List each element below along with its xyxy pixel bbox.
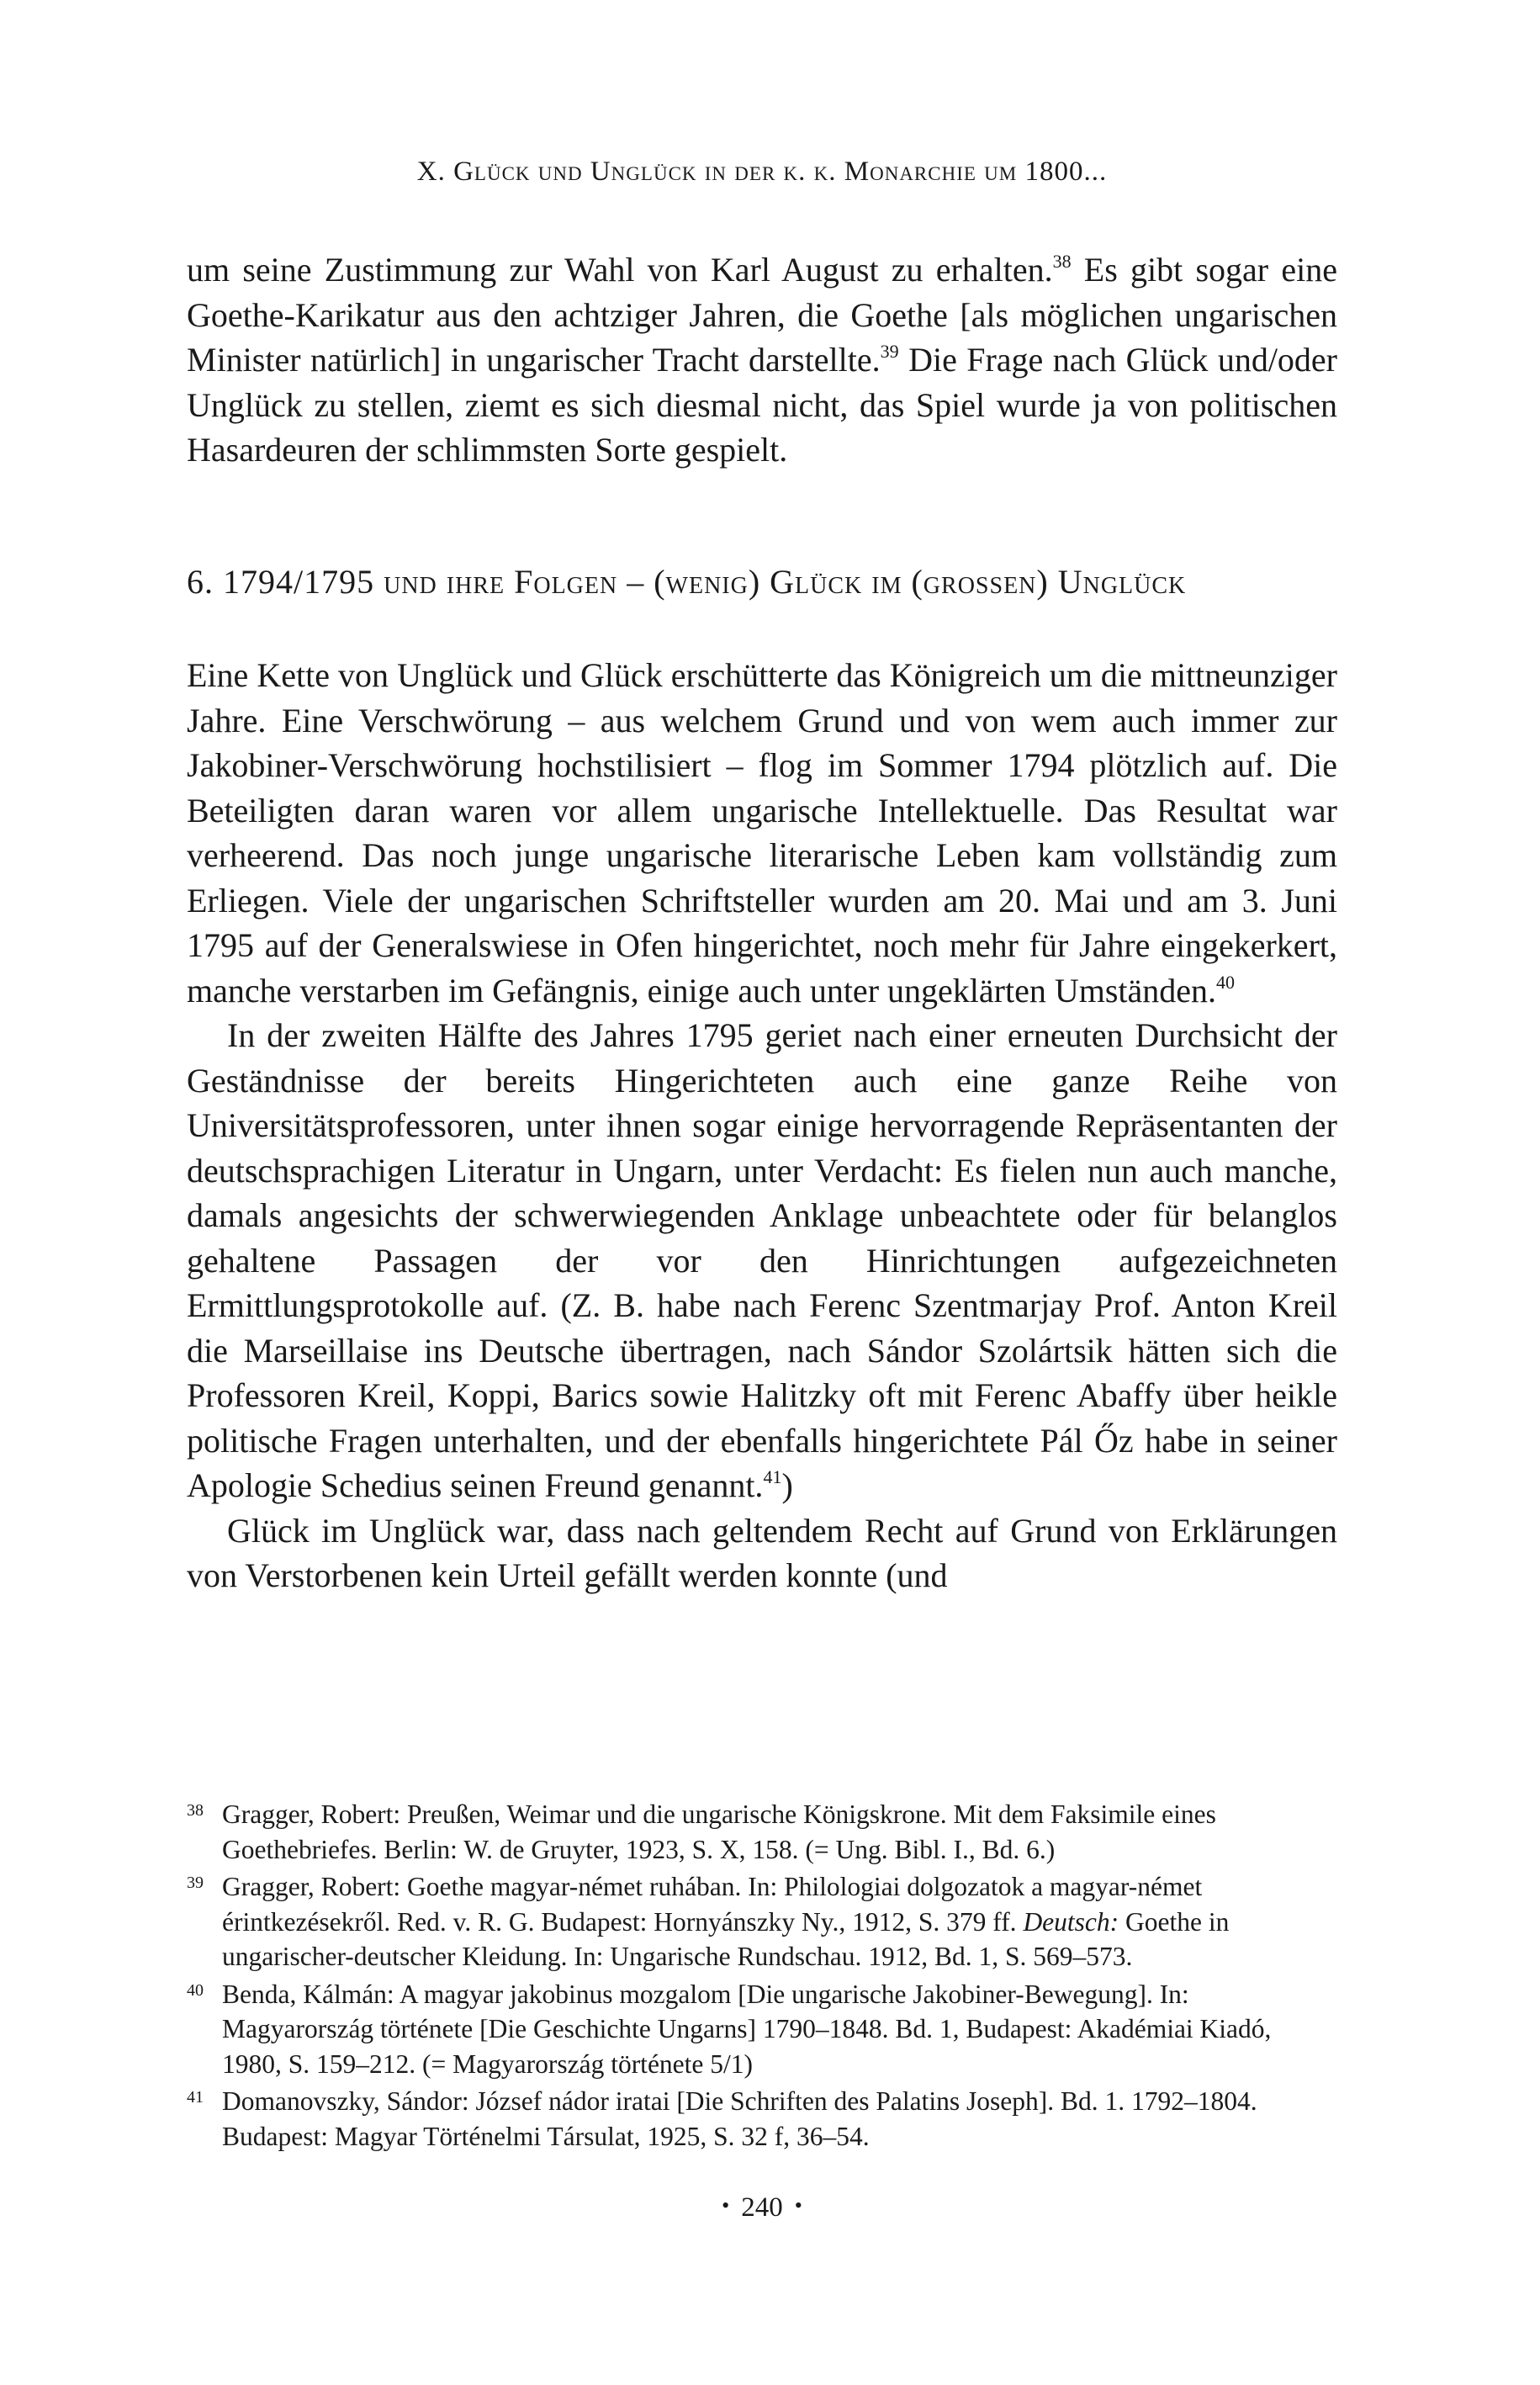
paragraph-text: In der zweiten Hälfte des Jahres 1795 geriet nach einer erneuten Durchsicht der Geständnisse der bereits Hingerichteten auch eine ganze Reihe von Universitätsprofessoren, unter ihnen sogar einige hervorragende Repräsentanten der deutschsprachigen Literatur in Ungarn, unter Verdacht: Es fielen nun auch manche, damals angesichts der schwerwiegenden Anklage unbeachtete oder für belanglos gehaltene Passagen der vor den Hinrichtungen aufgezeichneten Ermittlungsprotokolle auf. (Z. B. habe nach Ferenc Szentmarjay Prof. Anton Kreil die Marseillaise ins Deutsche übertragen, nach Sándor Szolártsik hätten sich die Professoren Kreil, Koppi, Barics sowie Halitzky oft mit Ferenc Abaffy über heikle politische Fragen unterhalten, und der ebenfalls hingerichtete Pál Őz habe in seiner Apologie Schedius seinen Freund genannt. xyxy=(187,1016,1337,1504)
paragraph-text: Es gibt sogar eine Goethe-Karikatur aus den achtziger Jahren, die Goethe [als möglichen ungarischen Minister natürlich] in ungarischer Tracht darstellte. xyxy=(187,251,1337,379)
bullet-icon: • xyxy=(722,2193,730,2218)
footnote xyxy=(187,2084,1337,2154)
paragraph-text: Eine Kette von Unglück und Glück erschütterte das Königreich um die mittneunziger Jahre. Eine Verschwörung – aus welchem Grund und von wem auch immer zur Jakobiner-Verschwörung hochstilisiert – flog im Sommer 1794 plötzlich auf. Die Beteiligten daran waren vor allem ungarische Intellektuelle. Das Resultat war verheerend. Das noch junge ungarische literarische Leben kam vollständig zum Erliegen. Viele der ungarischen Schriftsteller wurden am 20. Mai und am 3. Juni 1795 auf der Generalswiese in Ofen hingerichtet, noch mehr für Jahre eingekerkert, manche verstarben im Gefängnis, einige auch unter ungeklärten Umständen. xyxy=(187,656,1337,1010)
running-head: X. Glück und Unglück in der k. k. Monarchie um 1800... xyxy=(416,156,1108,187)
paragraph xyxy=(187,653,1337,1013)
page-number-value: 240 xyxy=(741,2192,783,2223)
footnote-text: Domanovszky, Sándor: József nádor iratai [Die Schriften des Palatins Joseph]. Bd. 1. 1792–1804. Budapest: Magyar Történelmi Társulat, 1925, S. 32 f, 36–54. xyxy=(222,2086,1257,2151)
footnote-text: Gragger, Robert: Preußen, Weimar und die ungarische Königskrone. Mit dem Faksimile eines Goethebriefes. Berlin: W. de Gruyter, 1923, S. X, 158. (= Ung. Bibl. I., Bd. 6.) xyxy=(222,1799,1216,1864)
footnote-ref[interactable]: 40 xyxy=(1216,971,1236,993)
footnote-ref[interactable]: 38 xyxy=(1052,251,1072,272)
footnote-text-part: Goethe in ungarischer-deutscher Kleidung. In: Ungarische Rundschau. 1912, Bd. 1, S. 569–573. xyxy=(222,1906,1230,1971)
footnote-ref[interactable]: 39 xyxy=(880,341,899,362)
paragraph-text: Die Frage nach Glück und/oder Unglück zu stellen, ziemt es sich diesmal nicht, das Spiel wurde ja von politischen Hasardeuren der schlimmsten Sorte gespielt. xyxy=(187,341,1338,469)
footnote-text-part: Gragger, Robert: Goethe magyar-német ruhában. In: Philologiai dolgozatok a magyar-német érintkezésekről. Red. v. R. G. Budapest: Hornyánszky Ny., 1912, S. 379 ff. xyxy=(222,1872,1203,1937)
footnote-text xyxy=(222,1869,1337,1974)
footnote xyxy=(187,1869,1337,1974)
book-page xyxy=(187,0,1337,2385)
page-number xyxy=(187,2192,1337,2223)
footnote-text: Benda, Kálmán: A magyar jakobinus mozgalom [Die ungarische Jakobiner-Bewegung]. In: Magyarország története [Die Geschichte Ungarns] 1790–1848. Bd. 1, Budapest: Akadémiai Kiadó, 1980, S. 159–212. (= Magyarország története 5/1) xyxy=(222,1979,1272,2079)
footnote xyxy=(187,1977,1337,2082)
footnote xyxy=(187,1797,1337,1867)
footnote-ref[interactable]: 41 xyxy=(763,1466,782,1487)
body-text-main xyxy=(187,653,1337,1598)
paragraph xyxy=(187,1013,1337,1508)
footnote-number: 38 xyxy=(187,1801,204,1820)
footnote-number: 40 xyxy=(187,1980,204,2000)
paragraph: Glück im Unglück war, dass nach geltendem Recht auf Grund von Erklärungen von Verstorbenen kein Urteil gefällt werden konnte (und xyxy=(187,1511,1337,1594)
bullet-icon: • xyxy=(794,2193,802,2218)
paragraph-text: um seine Zustimmung zur Wahl von Karl August zu erhalten. xyxy=(187,251,1053,289)
footnote-number: 39 xyxy=(187,1874,204,1892)
body-text-top xyxy=(187,247,1337,473)
section-heading: 6. 1794/1795 und ihre Folgen – (wenig) Glück im (grossen) Unglück xyxy=(187,563,1187,601)
paragraph-text: ) xyxy=(781,1466,793,1504)
footnotes xyxy=(187,1797,1337,2156)
paragraph xyxy=(187,247,1337,473)
footnote-number: 41 xyxy=(187,2088,204,2107)
footnote-italic: Deutsch: xyxy=(1023,1906,1119,1937)
